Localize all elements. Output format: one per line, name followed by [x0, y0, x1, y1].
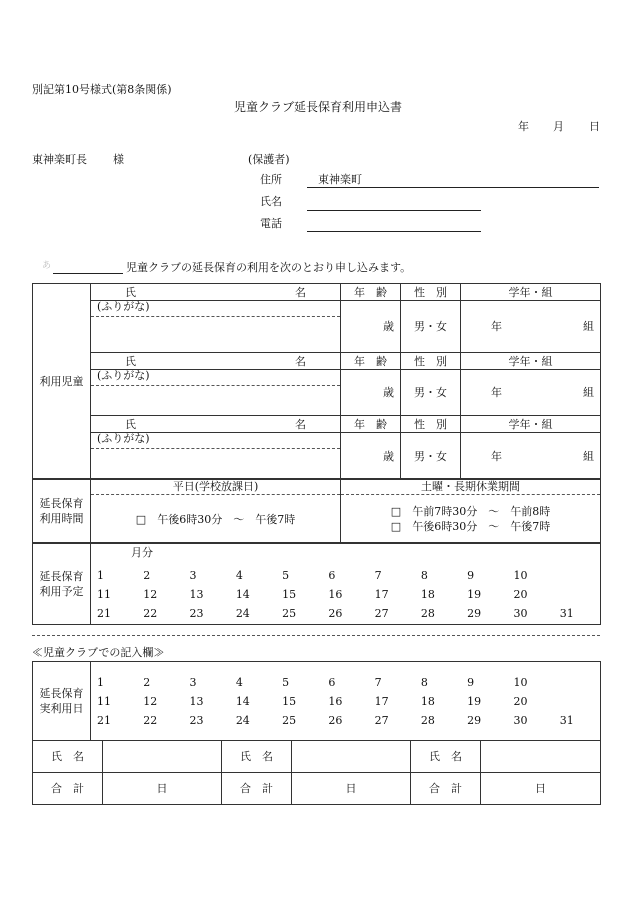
time-section-label: 延長保育 利用時間 [33, 479, 91, 544]
name-field[interactable] [103, 741, 222, 773]
gender-field[interactable]: 男・女 [401, 370, 461, 416]
form-title: 児童クラブ延長保育利用申込書 [234, 100, 403, 114]
intro-mark: あ [42, 261, 52, 271]
name-label: 氏 名 [33, 741, 103, 773]
schedule-day[interactable]: 17 [374, 588, 389, 601]
grade-field[interactable]: 年 組 [461, 433, 601, 480]
actual-use-days [91, 673, 600, 730]
schedule-day[interactable]: 12 [143, 588, 158, 601]
actual-day[interactable]: 26 [328, 713, 343, 727]
schedule-day[interactable]: 30 [513, 607, 528, 620]
schedule-day[interactable]: 9 [467, 569, 475, 582]
schedule-calendar [91, 543, 601, 625]
age-header: 年 齢 [341, 284, 401, 301]
actual-day[interactable]: 7 [374, 675, 382, 689]
address-field[interactable] [307, 173, 599, 188]
schedule-day[interactable]: 16 [328, 588, 343, 601]
gender-field[interactable]: 男・女 [401, 301, 461, 353]
actual-day[interactable]: 15 [282, 694, 297, 708]
actual-day[interactable]: 1 [97, 675, 104, 689]
actual-day[interactable]: 18 [420, 694, 435, 708]
schedule-day[interactable]: 6 [328, 569, 336, 582]
total-days-field[interactable]: 日 [481, 773, 601, 805]
schedule-day[interactable]: 4 [235, 569, 243, 582]
schedule-day[interactable]: 14 [235, 588, 250, 601]
actual-day[interactable]: 25 [282, 713, 297, 727]
total-days-field[interactable]: 日 [103, 773, 222, 805]
actual-day[interactable]: 5 [282, 675, 290, 689]
age-field[interactable]: 歳 [341, 433, 401, 480]
actual-day-empty [554, 692, 600, 711]
actual-use-section-label: 延長保育 実利用日 [33, 662, 91, 741]
club-name-field[interactable] [53, 262, 123, 274]
grade-field[interactable]: 年 組 [461, 301, 601, 353]
grade-header: 学年・組 [461, 416, 601, 433]
schedule-day[interactable]: 26 [328, 607, 343, 620]
name-label: 氏 名 [411, 741, 481, 773]
name-field[interactable] [481, 741, 601, 773]
guardian-label: (保護者) [248, 153, 290, 166]
age-header: 年 齢 [341, 416, 401, 433]
weekend-evening-checkbox[interactable]: □ [390, 520, 402, 533]
schedule-day[interactable]: 22 [143, 607, 158, 620]
weekend-header: 土曜・長期休業期間 [341, 479, 601, 495]
actual-day[interactable]: 11 [97, 694, 111, 708]
total-label: 合 計 [222, 773, 292, 805]
actual-day-empty [554, 673, 600, 692]
child-name-field[interactable] [91, 449, 341, 480]
gender-header: 性 別 [401, 284, 461, 301]
furigana-field[interactable]: (ふりがな) [91, 301, 341, 317]
schedule-day[interactable]: 10 [513, 569, 528, 582]
schedule-day[interactable]: 25 [282, 607, 297, 620]
actual-day[interactable]: 24 [235, 713, 250, 727]
schedule-day[interactable]: 31 [559, 607, 574, 620]
actual-day[interactable]: 17 [374, 694, 389, 708]
address-value[interactable]: 東神楽町 [318, 173, 362, 186]
date-day-label: 日 [589, 120, 600, 133]
actual-day[interactable]: 31 [559, 713, 574, 727]
actual-day[interactable]: 29 [467, 713, 482, 727]
schedule-day[interactable]: 1 [97, 569, 104, 582]
phone-field[interactable] [307, 220, 481, 232]
name-field[interactable] [292, 741, 411, 773]
schedule-day[interactable]: 28 [420, 607, 435, 620]
actual-day[interactable]: 28 [420, 713, 435, 727]
schedule-day[interactable]: 11 [97, 588, 111, 601]
totals-table [32, 740, 601, 805]
child-name-field[interactable] [91, 317, 341, 353]
schedule-month[interactable]: 月分 [131, 546, 153, 559]
actual-day[interactable]: 23 [189, 713, 204, 727]
address-label: 住所 [260, 173, 282, 186]
schedule-day[interactable]: 19 [467, 588, 482, 601]
time-table [32, 478, 601, 544]
weekday-header: 平日(学校放課日) [91, 479, 341, 495]
children-section-label: 利用児童 [33, 284, 91, 480]
schedule-day[interactable]: 29 [467, 607, 482, 620]
date-month-label: 月 [553, 120, 564, 133]
actual-day[interactable]: 12 [143, 694, 158, 708]
grade-header: 学年・組 [461, 353, 601, 370]
actual-day[interactable]: 3 [189, 675, 197, 689]
actual-day[interactable]: 27 [374, 713, 389, 727]
schedule-days [91, 566, 600, 623]
intro-text: 児童クラブの延長保育の利用を次のとおり申し込みます。 [126, 261, 412, 274]
actual-day[interactable]: 30 [513, 713, 528, 727]
guardian-name-field[interactable] [307, 199, 481, 211]
schedule-table [32, 542, 601, 625]
schedule-day[interactable]: 3 [189, 569, 197, 582]
schedule-day[interactable]: 23 [189, 607, 204, 620]
actual-day[interactable]: 9 [467, 675, 475, 689]
schedule-day[interactable]: 8 [420, 569, 428, 582]
weekend-options [341, 495, 601, 544]
schedule-day[interactable]: 24 [235, 607, 250, 620]
total-days-field[interactable]: 日 [292, 773, 411, 805]
gender-field[interactable]: 男・女 [401, 433, 461, 480]
grade-field[interactable]: 年 組 [461, 370, 601, 416]
weekday-checkbox[interactable]: □ [135, 512, 147, 526]
weekend-option-morning[interactable]: □ 午前7時30分 〜 午前8時 [390, 505, 551, 518]
schedule-section-label: 延長保育 利用予定 [33, 543, 91, 625]
schedule-day[interactable]: 5 [282, 569, 290, 582]
schedule-day[interactable]: 18 [420, 588, 435, 601]
schedule-day[interactable]: 21 [97, 607, 111, 620]
date-year-label: 年 [518, 120, 529, 133]
phone-label: 電話 [260, 217, 282, 230]
children-table [32, 283, 601, 480]
age-field[interactable]: 歳 [341, 301, 401, 353]
actual-day[interactable]: 8 [420, 675, 428, 689]
actual-day[interactable]: 4 [235, 675, 243, 689]
schedule-day-empty [554, 566, 600, 585]
schedule-day[interactable]: 13 [189, 588, 204, 601]
age-field[interactable]: 歳 [341, 370, 401, 416]
actual-day[interactable]: 22 [143, 713, 158, 727]
cut-line [32, 635, 600, 636]
name-header: 氏 名 [91, 353, 341, 370]
total-label: 合 計 [411, 773, 481, 805]
actual-day[interactable]: 2 [143, 675, 151, 689]
child-name-field[interactable] [91, 386, 341, 416]
addressee: 東神楽町長 [32, 153, 87, 166]
grade-header: 学年・組 [461, 284, 601, 301]
schedule-day[interactable]: 27 [374, 607, 389, 620]
furigana-field[interactable]: (ふりがな) [91, 370, 341, 386]
actual-day[interactable]: 19 [467, 694, 482, 708]
furigana-field[interactable]: (ふりがな) [91, 433, 341, 449]
total-label: 合 計 [33, 773, 103, 805]
actual-day[interactable]: 6 [328, 675, 336, 689]
name-header: 氏 名 [91, 284, 341, 301]
age-header: 年 齢 [341, 353, 401, 370]
gender-header: 性 別 [401, 353, 461, 370]
weekend-morning-checkbox[interactable]: □ [390, 505, 402, 518]
name-header: 氏 名 [91, 416, 341, 433]
weekday-option[interactable]: □ 午後6時30分 〜 午後7時 [91, 495, 341, 544]
actual-day[interactable]: 20 [513, 694, 528, 708]
actual-day[interactable]: 21 [97, 713, 111, 727]
actual-day[interactable]: 16 [328, 694, 343, 708]
gender-header: 性 別 [401, 416, 461, 433]
schedule-day[interactable]: 15 [282, 588, 297, 601]
schedule-day[interactable]: 2 [143, 569, 151, 582]
actual-day[interactable]: 14 [235, 694, 250, 708]
office-heading: ≪児童クラブでの記入欄≫ [32, 646, 165, 659]
actual-day[interactable]: 10 [513, 675, 528, 689]
form-number: 別記第10号様式(第8条関係) [32, 83, 172, 96]
guardian-name-label: 氏名 [260, 195, 282, 208]
addressee-honorific: 様 [113, 153, 124, 166]
schedule-day[interactable]: 20 [513, 588, 528, 601]
weekend-option-evening[interactable]: □ 午後6時30分 〜 午後7時 [390, 520, 551, 533]
actual-day[interactable]: 13 [189, 694, 204, 708]
name-label: 氏 名 [222, 741, 292, 773]
schedule-day-empty [554, 585, 600, 604]
schedule-day[interactable]: 7 [374, 569, 382, 582]
actual-use-table [32, 661, 601, 741]
actual-use-calendar [91, 662, 601, 741]
